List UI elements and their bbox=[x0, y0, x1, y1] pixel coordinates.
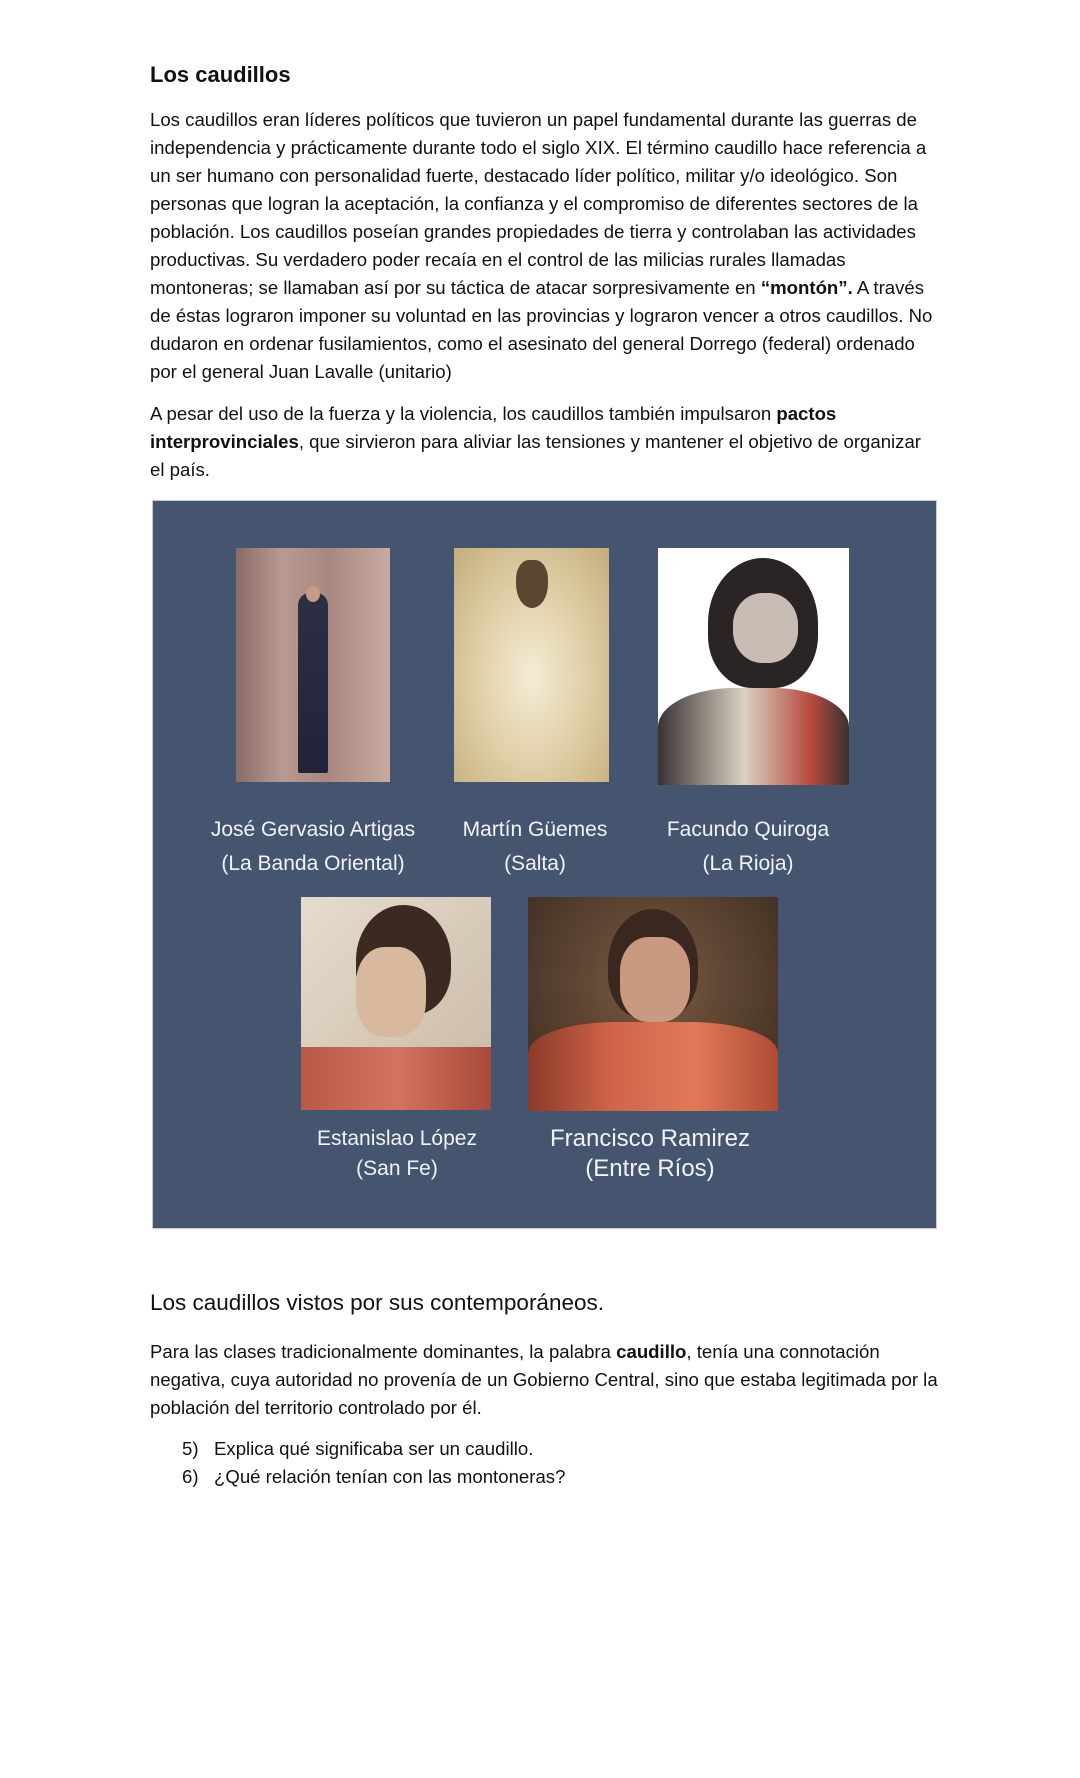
intro-text: Los caudillos eran líderes políticos que tuvieron un papel fundamental durante las guerras de independencia y prácticamente durante todo el siglo XIX. El término caudillo hace referencia a un ser humano con personalidad fuerte, destacado líder político, militar y/o ideológico. Son personas que logran la aceptación, la confianza y el compromiso de diferentes sectores de la población. Los caudillos poseían grandes propiedades de tierra y controlaban las actividades productivas. Su verdadero poder recaía en el control de las milicias rurales llamadas montoneras; se llamaban así por su táctica de atacar sorpresivamente en bbox=[150, 109, 927, 298]
caudillo-name: Martín Güemes bbox=[462, 818, 608, 841]
caudillo-name: José Gervasio Artigas bbox=[210, 818, 416, 841]
intro-text-end: A través de éstas lograron imponer su voluntad en las provincias y lograron vencer a otros caudillos. No dudaron en ordenar fusilamientos, como el asesinato del general Dorrego (federal) ordenado por el general Juan Lavalle (unitario) bbox=[150, 277, 933, 382]
caudillo-name: Francisco Ramirez bbox=[549, 1125, 751, 1152]
pacts-bold: pactos interprovinciales bbox=[150, 403, 837, 452]
questions-list bbox=[150, 1435, 565, 1491]
caudillo-name: Facundo Quiroga bbox=[666, 818, 830, 841]
question-item bbox=[150, 1435, 565, 1463]
section-paragraph bbox=[150, 1338, 940, 1422]
pacts-text: A pesar del uso de la fuerza y la violencia, los caudillos también impulsaron bbox=[150, 403, 777, 424]
portrait-quiroga bbox=[658, 548, 849, 785]
question-number: 5) bbox=[182, 1438, 199, 1459]
intro-paragraph bbox=[150, 106, 940, 386]
page-title: Los caudillos bbox=[150, 62, 291, 87]
portrait-guemes bbox=[454, 548, 609, 782]
caption-quiroga bbox=[667, 813, 829, 881]
portrait-lopez bbox=[301, 897, 491, 1110]
caudillo-region: (Entre Ríos) bbox=[585, 1155, 715, 1182]
section-heading: Los caudillos vistos por sus contemporáneos. bbox=[150, 1290, 604, 1315]
caption-guemes bbox=[463, 813, 608, 881]
caudillo-region: (San Fe) bbox=[356, 1157, 438, 1180]
question-text: Explica qué significaba ser un caudillo. bbox=[214, 1438, 534, 1459]
caudillo-region: (La Banda Oriental) bbox=[221, 852, 405, 875]
question-number: 6) bbox=[182, 1466, 199, 1487]
caption-lopez bbox=[317, 1124, 477, 1184]
question-item bbox=[150, 1463, 565, 1491]
caption-ramirez bbox=[550, 1124, 750, 1184]
section-text: Para las clases tradicionalmente dominantes, la palabra bbox=[150, 1341, 617, 1362]
caudillo-region: (Salta) bbox=[504, 852, 566, 875]
section-text-end: , tenía una connotación negativa, cuya autoridad no provenía de un Gobierno Central, sino que estaba legitimada por la población del territorio controlado por él. bbox=[150, 1341, 938, 1418]
portrait-ramirez bbox=[528, 897, 778, 1111]
caudillo-name: Estanislao López bbox=[317, 1127, 477, 1150]
pacts-text-end: , que sirvieron para aliviar las tensiones y mantener el objetivo de organizar el país. bbox=[150, 431, 922, 480]
pacts-paragraph bbox=[150, 400, 940, 484]
caption-artigas bbox=[211, 813, 415, 881]
question-text: ¿Qué relación tenían con las montoneras? bbox=[214, 1466, 566, 1487]
monton-bold: “montón”. bbox=[760, 277, 853, 298]
caudillo-bold: caudillo bbox=[616, 1341, 687, 1362]
caudillo-region: (La Rioja) bbox=[702, 852, 794, 875]
portrait-artigas bbox=[236, 548, 390, 782]
